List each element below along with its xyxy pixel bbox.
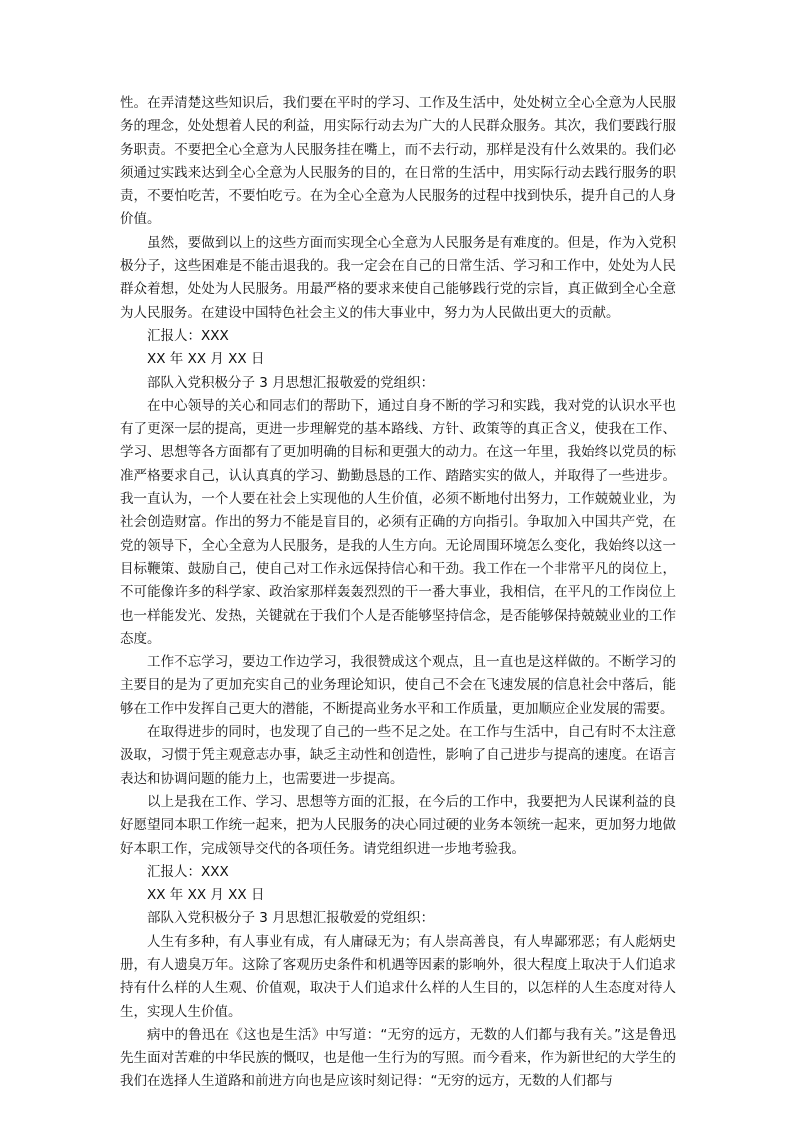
document-page	[120, 92, 676, 1094]
signature-line: 部队入党积极分子 3 月思想汇报敬爱的党组织：	[147, 910, 435, 927]
body-paragraph: 在取得进步的同时，也发现了自己的一些不足之处。在工作与生活中，自己有时不太注意汲取，习惯于凭主观意志办事，缺乏主动性和创造性，影响了自己进步与提高的速度。在语言表达和协调问题的能力上，也需要进一步提高。	[120, 724, 676, 787]
body-paragraph: 在中心领导的关心和同志们的帮助下，通过自身不断的学习和实践，我对党的认识水平也有了更深一层的提高，更进一步理解党的基本路线、方针、政策等的真正含义，使我在工作、学习、思想等各方面都有了更加明确的目标和更强大的动力。在这一年里，我始终以党员的标准严格要求自己，认认真真的学习、勤勤恳恳的工作、踏踏实实的做人，并取得了一些进步。 我一直认为，一个人要在社会上实现他的人生价值，必须不断地付出努力，工作兢兢业业，为社会创造财富。作出的努力不能是盲目的，必须有正确的方向指引。争取加入中国共产党，在党的领导下，全心全意为人民服务，是我的人生方向。无论周围环境怎么变化，我始终以这一目标鞭策、鼓励自己，使自己对工作永远保持信心和干劲。我工作在一个非常平凡的岗位上，不可能像许多的科学家、政治家那样轰轰烈烈的干一番大事业，我相信，在平凡的工作岗位上也一样能发光、发热，关键就在于我们个人是否能够坚持信念，是否能够保持兢兢业业的工作态度。	[120, 397, 676, 647]
body-paragraph: 以上是我在工作、学习、思想等方面的汇报，在今后的工作中，我要把为人民谋利益的良好愿望同本职工作统一起来，把为人民服务的决心同过硬的业务本领统一起来，更加努力地做好本职工作，完成领导交代的各项任务。请党组织进一步地考验我。	[120, 793, 676, 857]
body-paragraph: 病中的鲁迅在《这也是生活》中写道：“无穷的远方，无数的人们都与我有关。”这是鲁迅先生面对苦难的中华民族的慨叹，也是他一生行为的写照。而今看来，作为新世纪的大学生的我们在选择人生道路和前进方向也是应该时刻记得：“无穷的远方，无数的人们都与	[120, 1026, 676, 1090]
signature-line: 部队入党积极分子 3 月思想汇报敬爱的党组织：	[147, 374, 435, 391]
body-paragraph: 人生有多种，有人事业有成，有人庸碌无为；有人崇高善良，有人卑鄙邪恶；有人彪炳史册，有人遗臭万年。这除了客观历史条件和机遇等因素的影响外，很大程度上取决于人们追求持有什么样的人生观、价值观，取决于人们追求什么样的人生目的，以怎样的人生态度对待人生，实现人生价值。	[120, 933, 676, 1020]
body-paragraph: 工作不忘学习，要边工作边学习，我很赞成这个观点，且一直也是这样做的。不断学习的主要目的是为了更加充实自己的业务理论知识，使自己不会在飞速发展的信息社会中落后，能够在工作中发挥自己更大的潜能，不断提高业务水平和工作质量，更加顺应企业发展的需要。	[120, 654, 676, 717]
signature-line: XX 年 XX 月 XX 日	[147, 351, 265, 368]
signature-line: XX 年 XX 月 XX 日	[147, 887, 265, 904]
body-paragraph: 虽然，要做到以上的这些方面而实现全心全意为人民服务是有难度的。但是，作为入党积极分子，这些困难是不能击退我的。我一定会在自己的日常生活、学习和工作中，处处为人民群众着想，处处为人民服务。用最严格的要求来使自己能够践行党的宗旨，真正做到全心全意为人民服务。在建设中国特色社会主义的伟大事业中，努力为人民做出更大的贡献。	[120, 234, 676, 321]
signature-line: 汇报人：XXX	[147, 327, 229, 344]
signature-line: 汇报人：XXX	[147, 863, 229, 880]
body-paragraph: 性。在弄清楚这些知识后，我们要在平时的学习、工作及生活中，处处树立全心全意为人民服务的理念，处处想着人民的利益，用实际行动去为广大的人民群众服务。其次，我们要践行服务职责。不要把全心全意为人民服务挂在嘴上，而不去行动，那样是没有什么效果的。我们必须通过实践来达到全心全意为人民服务的目的，在日常的生活中，用实际行动去践行服务的职责，不要怕吃苦，不要怕吃亏。在为全心全意为人民服务的过程中找到快乐，提升自己的人身价值。	[120, 95, 676, 228]
